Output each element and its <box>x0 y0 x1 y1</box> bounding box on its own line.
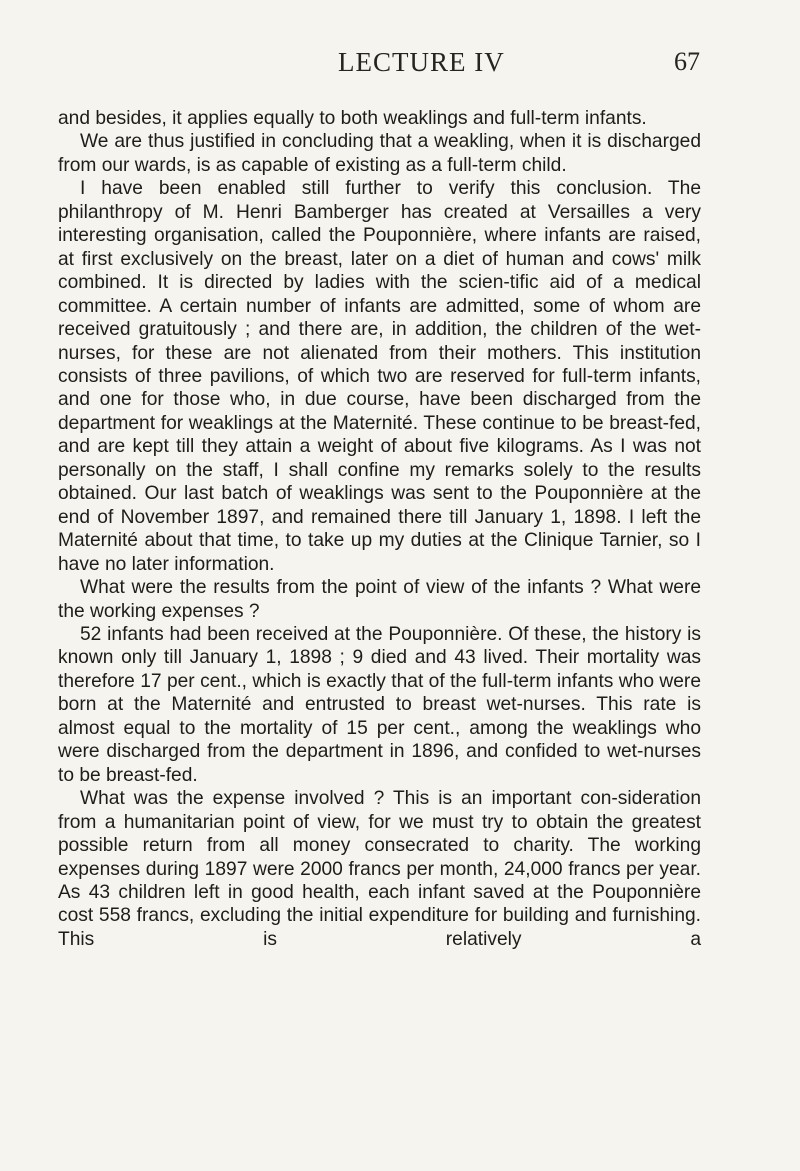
running-title: LECTURE IV <box>338 47 505 77</box>
running-header <box>58 42 700 82</box>
body-text <box>58 107 701 951</box>
paragraph-pouponniere: I have been enabled still further to verify this conclusion. The philanthropy of M. Henri Bamberger has created at Versailles a very interesting organisation, called the Pouponnière, where infants are raised, at first exclusively on the breast, later on a diet of human and cows' milk combined. It is directed by ladies with the scien-tific aid of a medical committee. A certain number of infants are admitted, some of whom are received gratuitously ; and there are, in addition, the children of the wet-nurses, for these are not alienated from their mothers. This institution consists of three pavilions, of which two are reserved for full-term infants, and one for those who, in due course, have been discharged from the department for weaklings at the Maternité. These continue to be breast-fed, and are kept till they attain a weight of about five kilograms. As I was not personally on the staff, I shall confine my remarks solely to the results obtained. Our last batch of weaklings was sent to the Pouponnière at the end of November 1897, and remained there till January 1, 1898. I left the Maternité about that time, to take up my duties at the Clinique Tarnier, so I have no later information. <box>58 178 701 575</box>
page-number: 67 <box>674 47 700 76</box>
paragraph-continuation: and besides, it applies equally to both weaklings and full-term infants. <box>58 108 647 129</box>
paragraph-results: 52 infants had been received at the Pouponnière. Of these, the history is known only till January 1, 1898 ; 9 died and 43 lived. Their mortality was therefore 17 per cent., which is exactly that of the full-term infants who were born at the Maternité and entrusted to breast wet-nurses. This rate is almost equal to the mortality of 15 per cent., among the weaklings who were discharged from the department in 1896, and confided to wet-nurses to be breast-fed. <box>58 623 701 786</box>
paragraph-questions: What were the results from the point of view of the infants ? What were the working expenses ? <box>58 577 701 622</box>
paragraph-conclusion: We are thus justified in concluding that a weakling, when it is discharged from our wards, is as capable of existing as a full-term child. <box>58 131 701 176</box>
paragraph-expenses: What was the expense involved ? This is an important con-sideration from a humanitarian point of view, for we must try to obtain the greatest possible return from all money consecrated to charity. The working expenses during 1897 were 2000 francs per month, 24,000 francs per year. As 43 children left in good health, each infant saved at the Pouponnière cost 558 francs, excluding the initial expenditure for building and furnishing. This is relatively a <box>58 788 701 950</box>
